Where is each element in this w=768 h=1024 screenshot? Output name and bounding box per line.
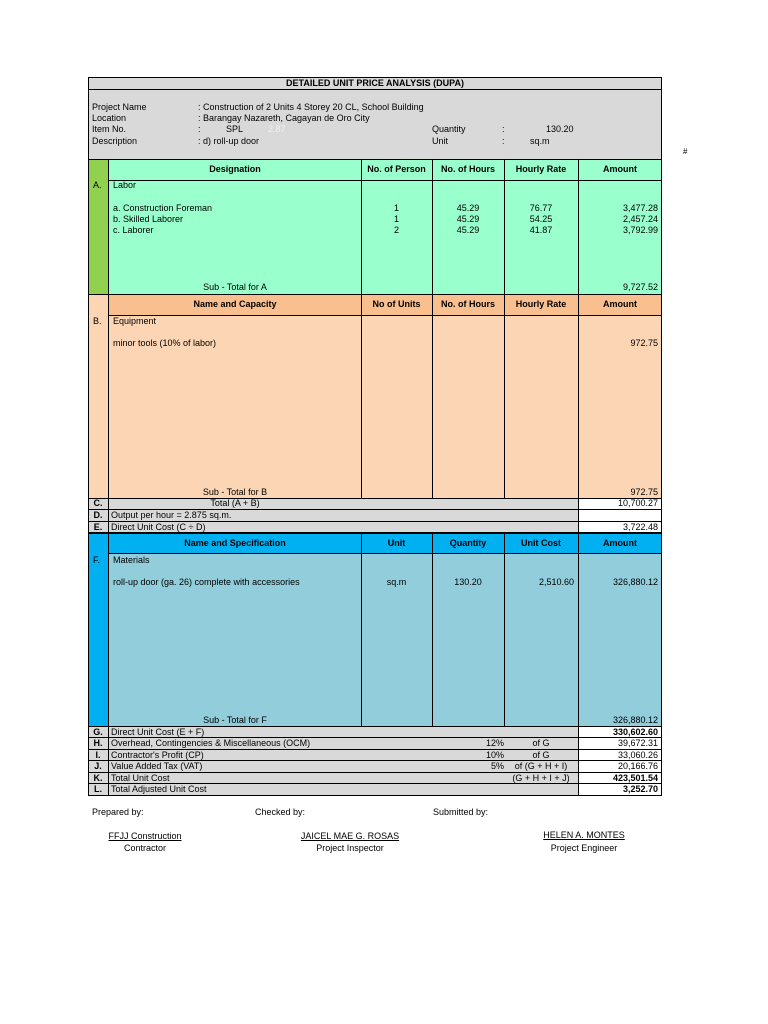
labor-header-amount: Amount [603, 164, 637, 174]
equipment-subtotal: 972.75 [630, 487, 658, 497]
row-letter: H. [93, 738, 103, 748]
prepared-role: Contractor [123, 843, 167, 853]
row-basis: of G [532, 738, 550, 748]
document-title: DETAILED UNIT PRICE ANALYSIS (DUPA) [285, 78, 464, 88]
materials-header-quantity: Quantity [449, 538, 487, 548]
submitted-name: HELEN A. MONTES [543, 830, 625, 840]
row-label: Total Unit Cost [111, 773, 170, 783]
material-unit: sq.m [386, 577, 407, 587]
equipment-letter: B. [93, 316, 102, 326]
row-value: 33,060.26 [617, 750, 658, 760]
equipment-section-label: Equipment [113, 316, 157, 326]
row-value: 423,501.54 [612, 773, 658, 783]
material-quantity: 130.20 [454, 577, 482, 587]
materials-header-name: Name and Specification [184, 538, 286, 548]
row-pct: 5% [490, 761, 504, 771]
description: : d) roll-up door [198, 136, 260, 146]
labor-header-hours: No. of Hours [441, 164, 495, 174]
description-label: Description [92, 136, 138, 146]
amount: 3,792.99 [622, 225, 658, 235]
row-value: 10,700.27 [617, 498, 658, 508]
quantity-colon: : [502, 124, 505, 134]
persons: 2 [393, 225, 399, 235]
materials-letter: F. [93, 555, 101, 565]
designation: a. Construction Foreman [113, 203, 213, 213]
row-label: Overhead, Contingencies & Miscellaneous (OCM) [111, 738, 311, 748]
equipment-name: minor tools (10% of labor) [113, 338, 217, 348]
project-name: : Construction of 2 Units 4 Storey 20 CL, School Building [198, 102, 424, 112]
row-basis: (G + H + I + J) [512, 773, 570, 783]
materials-header-unit-cost: Unit Cost [521, 538, 561, 548]
material-unit-cost: 2,510.60 [538, 577, 574, 587]
prepared-name: FFJJ Construction [108, 831, 182, 841]
item-no-faint: 2.87 [268, 124, 286, 134]
checked-role: Project Inspector [316, 843, 384, 853]
row-label: Total (A + B) [210, 498, 260, 508]
materials-subtotal: 326,880.12 [612, 715, 658, 725]
equipment-header-units: No of Units [372, 299, 421, 309]
hourly-rate: 41.87 [529, 225, 553, 235]
unit-colon: : [502, 136, 505, 146]
location-label: Location [92, 113, 127, 123]
labor-letter: A. [93, 180, 102, 190]
material-name: roll-up door (ga. 26) complete with accessories [113, 577, 300, 587]
quantity-label: Quantity [432, 124, 466, 134]
side-mark: # [683, 147, 688, 156]
row-label: Output per hour = 2.875 sq.m. [111, 510, 232, 520]
row-value: 330,602.60 [612, 727, 658, 737]
hours: 45.29 [456, 225, 480, 235]
materials-header-amount: Amount [603, 538, 637, 548]
equipment-header-amount: Amount [603, 299, 637, 309]
row-letter: E. [93, 522, 103, 532]
amount: 972.75 [630, 338, 658, 348]
designation: b. Skilled Laborer [113, 214, 184, 224]
location: : Barangay Nazareth, Cagayan de Oro City [198, 113, 370, 123]
quantity-value: 130.20 [546, 124, 574, 134]
item-no-label: Item No. [92, 124, 127, 134]
row-letter: D. [93, 510, 103, 520]
row-label: Direct Unit Cost (C ÷ D) [111, 522, 206, 532]
hourly-rate: 54.25 [529, 214, 553, 224]
row-letter: K. [93, 773, 103, 783]
designation: c. Laborer [113, 225, 154, 235]
persons: 1 [393, 214, 399, 224]
labor-header-persons: No. of Person [367, 164, 426, 174]
amount: 326,880.12 [612, 577, 658, 587]
row-label: Total Adjusted Unit Cost [111, 784, 207, 794]
hourly-rate: 76.77 [529, 203, 553, 213]
row-value: 3,722.48 [622, 522, 658, 532]
equipment-section [109, 294, 662, 499]
materials-section [109, 533, 662, 727]
hours: 45.29 [456, 214, 480, 224]
persons: 1 [393, 203, 399, 213]
row-label: Contractor's Profit (CP) [111, 750, 204, 760]
labor-section-label: Labor [113, 180, 137, 190]
row-basis: of (G + H + I) [514, 761, 568, 771]
equipment-header-rate: Hourly Rate [515, 299, 567, 309]
row-letter: L. [94, 784, 102, 794]
submitted-by-label: Submitted by: [433, 807, 489, 817]
row-pct: 10% [485, 750, 504, 760]
row-pct: 12% [485, 738, 504, 748]
project-name-label: Project Name [92, 102, 147, 112]
row-value: 3,252.70 [622, 784, 658, 794]
row-basis: of G [532, 750, 550, 760]
row-letter: J. [94, 761, 102, 771]
row-letter: C. [93, 498, 103, 508]
equipment-header-name: Name and Capacity [193, 299, 277, 309]
item-no: SPL [226, 124, 244, 134]
labor-subtotal: 9,727.52 [622, 282, 658, 292]
item-no-colon: : [198, 124, 201, 134]
checked-name: JAICEL MAE G. ROSAS [300, 831, 400, 841]
labor-header-rate: Hourly Rate [515, 164, 567, 174]
materials-header-unit: Unit [387, 538, 406, 548]
materials-subtotal-label: Sub - Total for F [203, 715, 267, 725]
unit-label: Unit [432, 136, 449, 146]
prepared-by-label: Prepared by: [92, 807, 144, 817]
equipment-header-hours: No. of Hours [441, 299, 495, 309]
amount: 3,477.28 [622, 203, 658, 213]
equipment-subtotal-label: Sub - Total for B [202, 487, 268, 497]
unit-value: sq.m [530, 136, 550, 146]
row-label: Value Added Tax (VAT) [111, 761, 203, 771]
checked-by-label: Checked by: [255, 807, 306, 817]
submitted-role: Project Engineer [550, 843, 618, 853]
row-label: Direct Unit Cost (E + F) [111, 727, 205, 737]
row-value: 39,672.31 [617, 738, 658, 748]
row-letter: G. [93, 727, 103, 737]
labor-header-designation: Designation [209, 164, 261, 174]
amount: 2,457.24 [622, 214, 658, 224]
row-value: 20,166.76 [617, 761, 658, 771]
row-letter: I. [95, 750, 101, 760]
hours: 45.29 [456, 203, 480, 213]
materials-section-label: Materials [113, 555, 150, 565]
labor-subtotal-label: Sub - Total for A [203, 282, 267, 292]
